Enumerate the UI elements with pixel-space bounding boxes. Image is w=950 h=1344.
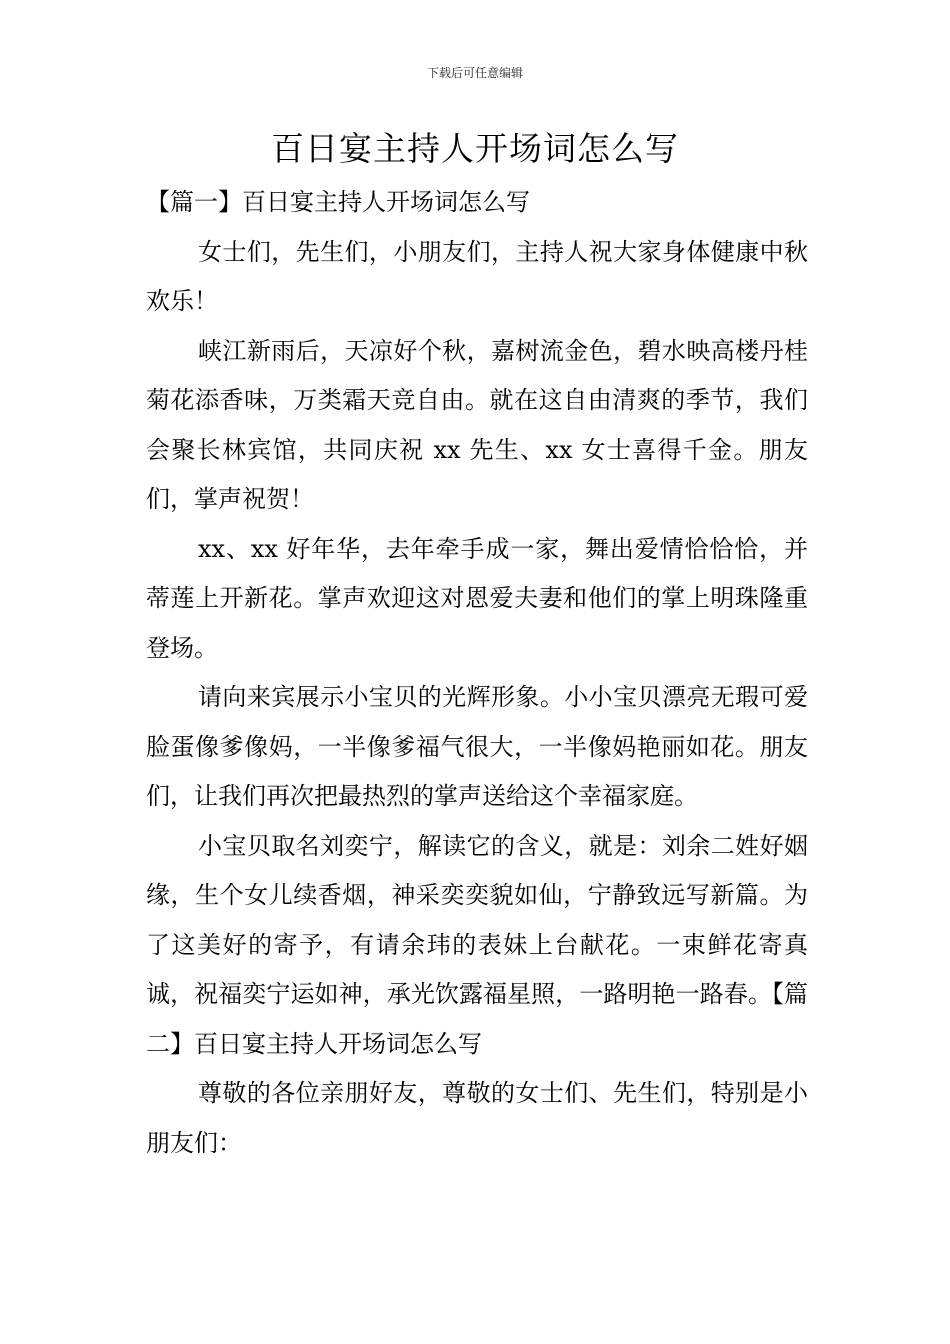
paragraph: xx、xx 好年华，去年牵手成一家，舞出爱情恰恰恰，并蒂莲上开新花。掌声欢迎这对恩爱夫妻和他们的掌上明珠隆重登场。 [146,534,808,662]
paragraph: 女士们，先生们，小朋友们，主持人祝大家身体健康中秋欢乐！ [146,237,808,315]
paragraph: 请向来宾展示小宝贝的光辉形象。小小宝贝漂亮无瑕可爱脸蛋像爹像妈，一半像爹福气很大，一半像妈艳丽如花。朋友们，让我们再次把最热烈的掌声送给这个幸福家庭。 [146,683,808,810]
paragraph: 尊敬的各位亲朋好友，尊敬的女士们、先生们，特别是小朋友们： [146,1079,808,1157]
header-note: 下载后可任意编辑 [426,66,523,80]
document-body [146,178,808,1168]
paragraph: 小宝贝取名刘奕宁，解读它的含义，就是：刘余二姓好姻缘，生个女儿续香烟，神采奕奕貌如仙，宁静致远写新篇。为了这美好的寄予，有请余玮的表妹上台献花。一束鲜花寄真诚，祝福奕宁运如神，承光饮露福星照，一路明艳一路春。【篇二】百日宴主持人开场词怎么写 [146,831,808,1058]
paragraph: 峡江新雨后，天凉好个秋，嘉树流金色，碧水映高楼丹桂菊花添香味，万类霜天竞自由。就在这自由清爽的季节，我们会聚长林宾馆，共同庆祝 xx 先生、xx 女士喜得千金。朋友们，掌声祝贺！ [146,336,808,513]
document-title: 百日宴主持人开场词怎么写 [271,129,679,168]
section-heading: 【篇一】百日宴主持人开场词怎么写 [146,188,530,216]
